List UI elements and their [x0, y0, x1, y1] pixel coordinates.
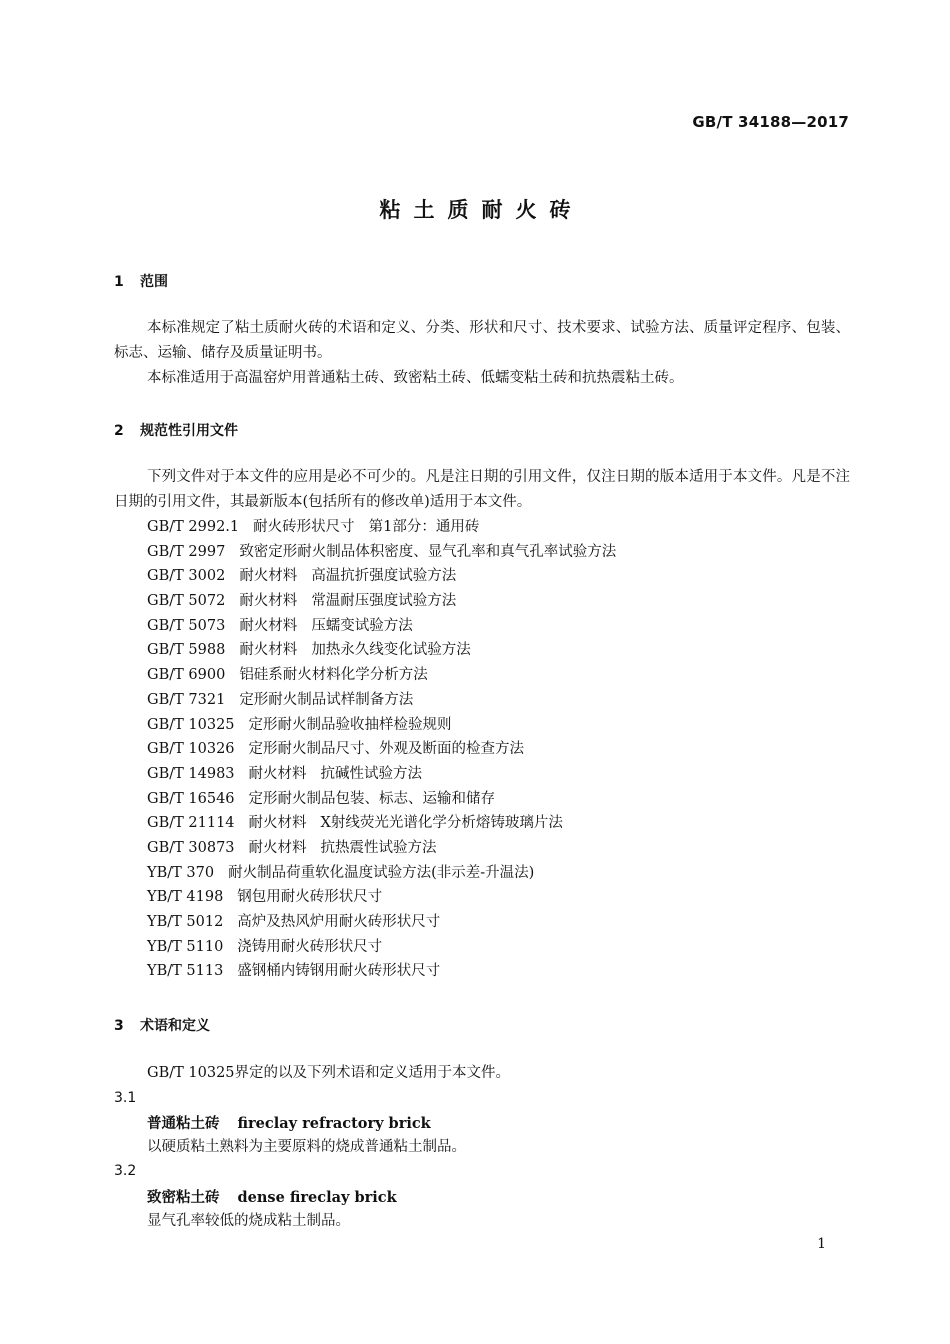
reference-item [147, 787, 616, 812]
section-1-title: 范围 [140, 274, 168, 290]
reference-list [147, 515, 616, 984]
reference-item [147, 638, 616, 663]
term-definition: 显气孔率较低的烧成粘土制品。 [147, 1213, 350, 1229]
reference-code: GB/T 6900 [147, 667, 226, 684]
term-name-en: fireclay refractory brick [237, 1115, 431, 1132]
section-1-paragraph-1: 本标准规定了粘土质耐火砖的术语和定义、分类、形状和尺寸、技术要求、试验方法、质量评定程序、包装、标志、运输、储存及质量证明书。 [114, 320, 850, 361]
reference-code: GB/T 5988 [147, 642, 226, 659]
section-3-heading [114, 1015, 210, 1035]
reference-title: 耐火材料 [239, 617, 298, 634]
reference-item [147, 762, 616, 787]
reference-title: 定形耐火制品验收抽样检验规则 [248, 716, 452, 733]
section-2-title: 规范性引用文件 [140, 423, 238, 439]
reference-title: 定形耐火制品试样制备方法 [239, 691, 414, 708]
reference-extra: 压蠕变试验方法 [311, 617, 413, 634]
reference-code: YB/T 5012 [147, 914, 224, 930]
reference-title: 高炉及热风炉用耐火砖形状尺寸 [237, 914, 441, 930]
reference-title: 浇铸用耐火砖形状尺寸 [237, 938, 383, 955]
reference-title: 耐火材料 [239, 568, 298, 585]
reference-item [147, 959, 616, 984]
reference-extra: 抗热震性试验方法 [320, 839, 437, 856]
reference-extra: 第1部分：通用砖 [368, 519, 480, 535]
reference-title: 耐火材料 [248, 765, 307, 782]
term-heading [147, 1186, 397, 1207]
term-number: 3.1 [114, 1090, 137, 1106]
section-3-number: 3 [114, 1018, 124, 1034]
reference-item [147, 885, 616, 910]
section-2-heading [114, 420, 238, 440]
reference-item [147, 540, 616, 565]
reference-code: YB/T 4198 [147, 889, 224, 906]
reference-code: GB/T 2992.1 [147, 519, 240, 535]
reference-code: GB/T 14983 [147, 765, 235, 782]
section-3-intro: GB/T 10325界定的以及下列术语和定义适用于本文件。 [147, 1065, 511, 1081]
reference-title: 耐火材料 [239, 593, 298, 610]
reference-item [147, 836, 616, 861]
section-1-heading [114, 271, 168, 291]
reference-item [147, 515, 616, 540]
term-definition: 以硬质粘土熟料为主要原料的烧成普通粘土制品。 [147, 1139, 466, 1155]
reference-item [147, 737, 616, 762]
document-title: 粘土质耐火砖 [379, 198, 584, 222]
reference-item [147, 811, 616, 836]
section-1-number: 1 [114, 274, 124, 290]
section-2-number: 2 [114, 423, 124, 439]
reference-code: GB/T 10325 [147, 716, 235, 733]
reference-title: 铝硅系耐火材料化学分析方法 [239, 667, 428, 684]
reference-extra: 加热永久线变化试验方法 [311, 642, 471, 659]
reference-item [147, 713, 616, 738]
section-3-title: 术语和定义 [140, 1018, 210, 1034]
reference-code: YB/T 370 [147, 864, 215, 881]
reference-code: GB/T 3002 [147, 568, 226, 585]
page-number: 1 [817, 1236, 826, 1252]
reference-code: YB/T 5110 [147, 938, 224, 955]
reference-title: 耐火制品荷重软化温度试验方法(非示差-升温法) [228, 864, 535, 881]
reference-title: 钢包用耐火砖形状尺寸 [237, 889, 383, 906]
reference-item [147, 564, 616, 589]
term-name-en: dense fireclay brick [237, 1189, 397, 1206]
reference-code: GB/T 2997 [147, 543, 226, 560]
reference-item [147, 614, 616, 639]
reference-code: GB/T 21114 [147, 815, 235, 832]
reference-extra: 常温耐压强度试验方法 [311, 593, 457, 610]
reference-item [147, 935, 616, 960]
reference-code: GB/T 5072 [147, 593, 226, 610]
reference-extra: X射线荧光光谱化学分析熔铸玻璃片法 [320, 815, 563, 832]
reference-title: 耐火材料 [239, 642, 298, 659]
reference-code: GB/T 30873 [147, 839, 235, 856]
reference-item [147, 663, 616, 688]
reference-code: YB/T 5113 [147, 963, 224, 980]
reference-item [147, 589, 616, 614]
term-heading [147, 1112, 431, 1133]
reference-code: GB/T 10326 [147, 741, 235, 758]
reference-code: GB/T 16546 [147, 790, 235, 807]
section-1-paragraph-2: 本标准适用于高温窑炉用普通粘土砖、致密粘土砖、低蠕变粘土砖和抗热震粘土砖。 [147, 370, 684, 386]
standard-code: GB/T 34188—2017 [692, 113, 849, 131]
reference-title: 耐火材料 [248, 839, 307, 856]
reference-extra: 抗碱性试验方法 [320, 765, 423, 782]
reference-title: 耐火材料 [248, 815, 307, 832]
reference-item [147, 688, 616, 713]
reference-item [147, 861, 616, 886]
reference-title: 定形耐火制品尺寸、外观及断面的检查方法 [248, 741, 525, 758]
reference-code: GB/T 5073 [147, 617, 226, 634]
reference-title: 耐火砖形状尺寸 [253, 519, 355, 535]
reference-code: GB/T 7321 [147, 691, 226, 708]
reference-item [147, 910, 616, 935]
term-number: 3.2 [114, 1163, 137, 1179]
reference-title: 定形耐火制品包装、标志、运输和储存 [248, 790, 496, 807]
term-name-zh: 普通粘土砖 [147, 1116, 220, 1132]
reference-extra: 高温抗折强度试验方法 [311, 568, 457, 585]
reference-title: 致密定形耐火制品体积密度、显气孔率和真气孔率试验方法 [239, 543, 617, 560]
section-2-intro: 下列文件对于本文件的应用是必不可少的。凡是注日期的引用文件，仅注日期的版本适用于本文件。凡是不注日期的引用文件，其最新版本(包括所有的修改单)适用于本文件。 [114, 469, 850, 510]
term-name-zh: 致密粘土砖 [147, 1190, 220, 1206]
reference-title: 盛钢桶内铸钢用耐火砖形状尺寸 [237, 963, 441, 980]
